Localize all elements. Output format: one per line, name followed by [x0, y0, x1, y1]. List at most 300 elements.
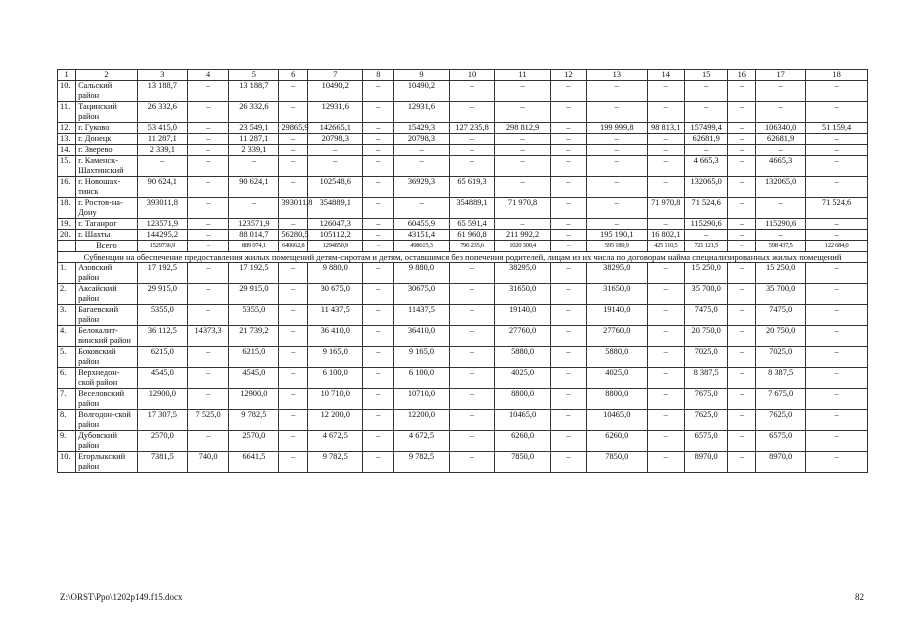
value-cell: 36410,0 — [394, 326, 449, 347]
value-cell: 8800,0 — [495, 389, 550, 410]
value-cell: 6 100,0 — [308, 368, 363, 389]
value-cell: – — [495, 134, 550, 145]
value-cell: – — [684, 81, 728, 102]
territory-name-cell: г. Зверево — [76, 145, 138, 156]
value-cell: – — [187, 102, 229, 123]
table-row — [58, 156, 868, 177]
column-number-cell: 3 — [137, 70, 187, 81]
value-cell: 10 710,0 — [308, 389, 363, 410]
value-cell: 61 960,8 — [449, 230, 495, 241]
total-value-cell: 595 189,9 — [586, 241, 647, 252]
value-cell: – — [806, 263, 868, 284]
value-cell: 115290,6 — [756, 219, 806, 230]
value-cell: – — [308, 156, 363, 177]
row-number-cell: 2. — [58, 284, 76, 305]
value-cell: 7381,5 — [137, 452, 187, 473]
value-cell: – — [449, 156, 495, 177]
value-cell: 98 813,1 — [647, 123, 684, 134]
value-cell: 144295,2 — [137, 230, 187, 241]
value-cell: – — [586, 134, 647, 145]
value-cell: – — [449, 145, 495, 156]
value-cell: 20 750,0 — [756, 326, 806, 347]
value-cell: – — [756, 145, 806, 156]
value-cell: – — [647, 102, 684, 123]
value-cell: 43151,4 — [394, 230, 449, 241]
value-cell: – — [728, 134, 756, 145]
value-cell: 65 619,3 — [449, 177, 495, 198]
value-cell: – — [550, 81, 586, 102]
value-cell: – — [363, 230, 394, 241]
value-cell: 71 970,8 — [647, 198, 684, 219]
value-cell: – — [495, 156, 550, 177]
table-row — [58, 134, 868, 145]
value-cell: – — [363, 284, 394, 305]
value-cell: 15 250,0 — [756, 263, 806, 284]
value-cell: 71 524,6 — [806, 198, 868, 219]
value-cell: – — [187, 263, 229, 284]
value-cell: 14373,3 — [187, 326, 229, 347]
table-row — [58, 368, 868, 389]
value-cell: 2570,0 — [137, 431, 187, 452]
value-cell: 29 915,0 — [229, 284, 279, 305]
value-cell: 132065,0 — [756, 177, 806, 198]
total-value-cell: – — [728, 241, 756, 252]
row-number-cell: 12. — [58, 123, 76, 134]
value-cell: 12 200,0 — [308, 410, 363, 431]
value-cell: – — [586, 156, 647, 177]
value-cell: – — [394, 198, 449, 219]
value-cell: 10490,2 — [394, 81, 449, 102]
value-cell: – — [363, 410, 394, 431]
value-cell: 7850,0 — [586, 452, 647, 473]
value-cell: – — [550, 123, 586, 134]
value-cell: 5880,0 — [586, 347, 647, 368]
file-path-footer: Z:\ORST\Ppo\1202p149.f15.docx — [60, 592, 183, 602]
value-cell: – — [550, 198, 586, 219]
value-cell: – — [279, 347, 308, 368]
value-cell: 106340,0 — [756, 123, 806, 134]
value-cell: – — [647, 368, 684, 389]
value-cell: – — [728, 305, 756, 326]
value-cell: – — [647, 177, 684, 198]
value-cell: – — [495, 81, 550, 102]
value-cell: – — [449, 134, 495, 145]
value-cell: 7625,0 — [756, 410, 806, 431]
value-cell: – — [279, 134, 308, 145]
value-cell: 17 307,5 — [137, 410, 187, 431]
value-cell: 9 165,0 — [308, 347, 363, 368]
value-cell: 6575,0 — [756, 431, 806, 452]
value-cell: – — [187, 145, 229, 156]
value-cell: – — [187, 156, 229, 177]
territory-name-cell: Багаевский район — [76, 305, 138, 326]
value-cell: – — [550, 284, 586, 305]
value-cell: 56280,5 — [279, 230, 308, 241]
value-cell: – — [806, 410, 868, 431]
value-cell: – — [279, 410, 308, 431]
value-cell: 5880,0 — [495, 347, 550, 368]
page-number: 82 — [855, 592, 864, 602]
value-cell: – — [586, 145, 647, 156]
column-number-cell: 6 — [279, 70, 308, 81]
value-cell: 393011,8 — [279, 198, 308, 219]
value-cell: 8970,0 — [756, 452, 806, 473]
value-cell: – — [279, 389, 308, 410]
value-cell: – — [550, 410, 586, 431]
value-cell: – — [728, 347, 756, 368]
value-cell: – — [187, 431, 229, 452]
value-cell: 90 624,1 — [229, 177, 279, 198]
value-cell: – — [550, 305, 586, 326]
table-row — [58, 81, 868, 102]
value-cell: 20 750,0 — [684, 326, 728, 347]
value-cell: 51 159,4 — [806, 123, 868, 134]
value-cell: – — [187, 219, 229, 230]
column-number-cell: 18 — [806, 70, 868, 81]
value-cell: 199 999,8 — [586, 123, 647, 134]
value-cell: – — [647, 81, 684, 102]
column-number-cell: 12 — [550, 70, 586, 81]
value-cell: – — [647, 326, 684, 347]
value-cell: – — [279, 431, 308, 452]
value-cell: – — [728, 326, 756, 347]
table-row — [58, 410, 868, 431]
value-cell: – — [728, 145, 756, 156]
value-cell: – — [550, 347, 586, 368]
empty-cell — [58, 241, 76, 252]
value-cell: 7 525,0 — [187, 410, 229, 431]
territory-name-cell: Азовский район — [76, 263, 138, 284]
value-cell: – — [756, 198, 806, 219]
value-cell: 7625,0 — [684, 410, 728, 431]
total-value-cell: 889 074,1 — [229, 241, 279, 252]
total-value-cell: 640662,8 — [279, 241, 308, 252]
row-number-cell: 1. — [58, 263, 76, 284]
value-cell: 20798,3 — [394, 134, 449, 145]
row-number-cell: 14. — [58, 145, 76, 156]
value-cell: – — [550, 156, 586, 177]
value-cell: – — [728, 219, 756, 230]
value-cell: – — [363, 326, 394, 347]
value-cell: – — [363, 134, 394, 145]
value-cell: – — [187, 389, 229, 410]
value-cell: – — [187, 284, 229, 305]
territory-name-cell: Егорлыкский район — [76, 452, 138, 473]
value-cell: 29 915,0 — [137, 284, 187, 305]
value-cell: – — [806, 145, 868, 156]
value-cell: 9 165,0 — [394, 347, 449, 368]
value-cell: 9 782,5 — [308, 452, 363, 473]
value-cell: 6 100,0 — [394, 368, 449, 389]
value-cell: – — [684, 230, 728, 241]
value-cell: 19140,0 — [495, 305, 550, 326]
value-cell: – — [550, 219, 586, 230]
value-cell: – — [279, 177, 308, 198]
value-cell: – — [550, 389, 586, 410]
value-cell: 38295,0 — [495, 263, 550, 284]
column-number-cell: 7 — [308, 70, 363, 81]
total-row — [58, 241, 868, 252]
value-cell: – — [728, 389, 756, 410]
value-cell: – — [647, 219, 684, 230]
value-cell: 15429,3 — [394, 123, 449, 134]
column-number-cell: 14 — [647, 70, 684, 81]
value-cell: – — [806, 284, 868, 305]
row-number-cell: 16. — [58, 177, 76, 198]
value-cell: 13 188,7 — [137, 81, 187, 102]
value-cell: – — [550, 368, 586, 389]
value-cell: 9 782,5 — [394, 452, 449, 473]
value-cell: 2570,0 — [229, 431, 279, 452]
value-cell: 123571,9 — [137, 219, 187, 230]
value-cell: – — [586, 198, 647, 219]
value-cell: – — [728, 410, 756, 431]
value-cell: 393011,8 — [137, 198, 187, 219]
total-value-cell: 122 684,0 — [806, 241, 868, 252]
value-cell: – — [187, 198, 229, 219]
value-cell: – — [363, 431, 394, 452]
value-cell: – — [550, 263, 586, 284]
column-number-cell: 11 — [495, 70, 550, 81]
table-row — [58, 284, 868, 305]
total-value-cell: 1294850,9 — [308, 241, 363, 252]
row-number-cell: 10. — [58, 81, 76, 102]
value-cell: – — [647, 305, 684, 326]
value-cell: 740,0 — [187, 452, 229, 473]
value-cell: – — [806, 156, 868, 177]
value-cell: 4545,0 — [137, 368, 187, 389]
value-cell: – — [187, 230, 229, 241]
value-cell: – — [647, 134, 684, 145]
value-cell: 132065,0 — [684, 177, 728, 198]
table-row — [58, 230, 868, 241]
value-cell: – — [394, 145, 449, 156]
value-cell: 10465,0 — [586, 410, 647, 431]
value-cell: – — [550, 102, 586, 123]
value-cell: – — [728, 156, 756, 177]
value-cell: – — [449, 452, 495, 473]
table-row — [58, 219, 868, 230]
value-cell: 12900,0 — [229, 389, 279, 410]
value-cell: – — [495, 219, 550, 230]
table-row — [58, 263, 868, 284]
column-number-cell: 10 — [449, 70, 495, 81]
row-number-cell: 19. — [58, 219, 76, 230]
value-cell: 4 672,5 — [308, 431, 363, 452]
column-number-cell: 4 — [187, 70, 229, 81]
row-number-cell: 6. — [58, 368, 76, 389]
row-number-cell: 13. — [58, 134, 76, 145]
value-cell: – — [363, 389, 394, 410]
row-number-cell: 15. — [58, 156, 76, 177]
value-cell: – — [363, 123, 394, 134]
value-cell: – — [449, 347, 495, 368]
value-cell: 36 410,0 — [308, 326, 363, 347]
value-cell: 5355,0 — [229, 305, 279, 326]
value-cell: 53 415,0 — [137, 123, 187, 134]
value-cell: 12900,0 — [137, 389, 187, 410]
value-cell: 7025,0 — [684, 347, 728, 368]
territory-name-cell: Верхнедон-ской район — [76, 368, 138, 389]
value-cell: – — [363, 219, 394, 230]
value-cell: – — [647, 410, 684, 431]
column-number-cell: 16 — [728, 70, 756, 81]
value-cell: – — [279, 452, 308, 473]
total-value-cell: 498615,3 — [394, 241, 449, 252]
value-cell: – — [586, 219, 647, 230]
value-cell: 7850,0 — [495, 452, 550, 473]
row-number-cell: 18. — [58, 198, 76, 219]
column-number-cell: 2 — [76, 70, 138, 81]
column-number-cell: 9 — [394, 70, 449, 81]
table-row — [58, 177, 868, 198]
territory-name-cell: г. Донецк — [76, 134, 138, 145]
value-cell: – — [449, 305, 495, 326]
territory-name-cell: Веселовский район — [76, 389, 138, 410]
value-cell: 4 665,3 — [684, 156, 728, 177]
column-number-cell: 1 — [58, 70, 76, 81]
value-cell: 354889,1 — [308, 198, 363, 219]
value-cell: 9 880,0 — [308, 263, 363, 284]
section-title-row — [58, 252, 868, 263]
value-cell: 30675,0 — [394, 284, 449, 305]
value-cell: 298 812,9 — [495, 123, 550, 134]
value-cell: – — [647, 263, 684, 284]
value-cell: – — [550, 134, 586, 145]
value-cell: – — [363, 145, 394, 156]
value-cell: 123571,9 — [229, 219, 279, 230]
value-cell: 31650,0 — [495, 284, 550, 305]
row-number-cell: 11. — [58, 102, 76, 123]
total-value-cell: 1020 300,4 — [495, 241, 550, 252]
value-cell: 2 339,1 — [137, 145, 187, 156]
value-cell: – — [137, 156, 187, 177]
value-cell: – — [806, 389, 868, 410]
value-cell: 6641,5 — [229, 452, 279, 473]
value-cell: – — [495, 102, 550, 123]
value-cell: – — [363, 81, 394, 102]
value-cell: 11 287,1 — [229, 134, 279, 145]
value-cell: 4665,3 — [756, 156, 806, 177]
row-number-cell: 3. — [58, 305, 76, 326]
value-cell: 26 332,6 — [137, 102, 187, 123]
value-cell: – — [806, 326, 868, 347]
value-cell: – — [647, 347, 684, 368]
value-cell: 142665,1 — [308, 123, 363, 134]
value-cell: 10465,0 — [495, 410, 550, 431]
value-cell: – — [363, 368, 394, 389]
value-cell: – — [449, 389, 495, 410]
value-cell: – — [363, 263, 394, 284]
value-cell: – — [806, 347, 868, 368]
value-cell: 7 675,0 — [756, 389, 806, 410]
value-cell: – — [586, 102, 647, 123]
value-cell: 127 235,8 — [449, 123, 495, 134]
value-cell: – — [806, 431, 868, 452]
column-number-cell: 17 — [756, 70, 806, 81]
budget-table — [57, 69, 868, 473]
value-cell: – — [363, 156, 394, 177]
value-cell: – — [728, 177, 756, 198]
value-cell: – — [187, 81, 229, 102]
value-cell: 62681,9 — [756, 134, 806, 145]
value-cell: – — [550, 431, 586, 452]
value-cell: – — [449, 326, 495, 347]
value-cell: – — [756, 81, 806, 102]
value-cell: – — [550, 230, 586, 241]
territory-name-cell: г. Новошах-тинск — [76, 177, 138, 198]
value-cell: 7475,0 — [684, 305, 728, 326]
column-number-cell: 13 — [586, 70, 647, 81]
value-cell: – — [279, 219, 308, 230]
table-row — [58, 123, 868, 134]
value-cell: 7025,0 — [756, 347, 806, 368]
territory-name-cell: Волгодон-ской район — [76, 410, 138, 431]
value-cell: 5355,0 — [137, 305, 187, 326]
value-cell: – — [586, 177, 647, 198]
value-cell: – — [756, 230, 806, 241]
value-cell: 29865,9 — [279, 123, 308, 134]
value-cell: 12931,6 — [308, 102, 363, 123]
value-cell: – — [728, 102, 756, 123]
value-cell: – — [806, 134, 868, 145]
value-cell: – — [279, 81, 308, 102]
territory-name-cell: Дубовский район — [76, 431, 138, 452]
table-row — [58, 305, 868, 326]
table-row — [58, 198, 868, 219]
value-cell: 23 549,1 — [229, 123, 279, 134]
row-number-cell: 4. — [58, 326, 76, 347]
value-cell: 13 188,7 — [229, 81, 279, 102]
value-cell: – — [806, 81, 868, 102]
value-cell: 8970,0 — [684, 452, 728, 473]
value-cell: – — [586, 81, 647, 102]
value-cell: – — [279, 102, 308, 123]
value-cell: 26 332,6 — [229, 102, 279, 123]
territory-name-cell: г. Шахты — [76, 230, 138, 241]
row-number-cell: 8. — [58, 410, 76, 431]
territory-name-cell: Тацинский район — [76, 102, 138, 123]
value-cell: 8800,0 — [586, 389, 647, 410]
value-cell: – — [187, 134, 229, 145]
value-cell: 7675,0 — [684, 389, 728, 410]
value-cell: – — [363, 198, 394, 219]
value-cell: – — [279, 145, 308, 156]
value-cell: 31650,0 — [586, 284, 647, 305]
value-cell: 35 700,0 — [756, 284, 806, 305]
territory-name-cell: Сальский район — [76, 81, 138, 102]
table-header-row — [58, 70, 868, 81]
value-cell: – — [449, 284, 495, 305]
value-cell: – — [806, 305, 868, 326]
row-number-cell: 9. — [58, 431, 76, 452]
value-cell: – — [229, 156, 279, 177]
value-cell: – — [728, 198, 756, 219]
section-title: Субвенции на обеспечение предоставления жилых помещений детям-сиротам и детям, оставшимся без попечения родителей, лицам из их числа по договорам найма специализированных жилых помещений — [58, 252, 868, 263]
row-number-cell: 10. — [58, 452, 76, 473]
value-cell: – — [728, 368, 756, 389]
value-cell: 4025,0 — [495, 368, 550, 389]
value-cell: 7475,0 — [756, 305, 806, 326]
total-value-cell: – — [550, 241, 586, 252]
value-cell: 8 387,5 — [684, 368, 728, 389]
value-cell: 88 014,7 — [229, 230, 279, 241]
total-value-cell: 1529736,9 — [137, 241, 187, 252]
value-cell: – — [279, 284, 308, 305]
value-cell: – — [728, 284, 756, 305]
value-cell: – — [647, 145, 684, 156]
value-cell: – — [363, 102, 394, 123]
